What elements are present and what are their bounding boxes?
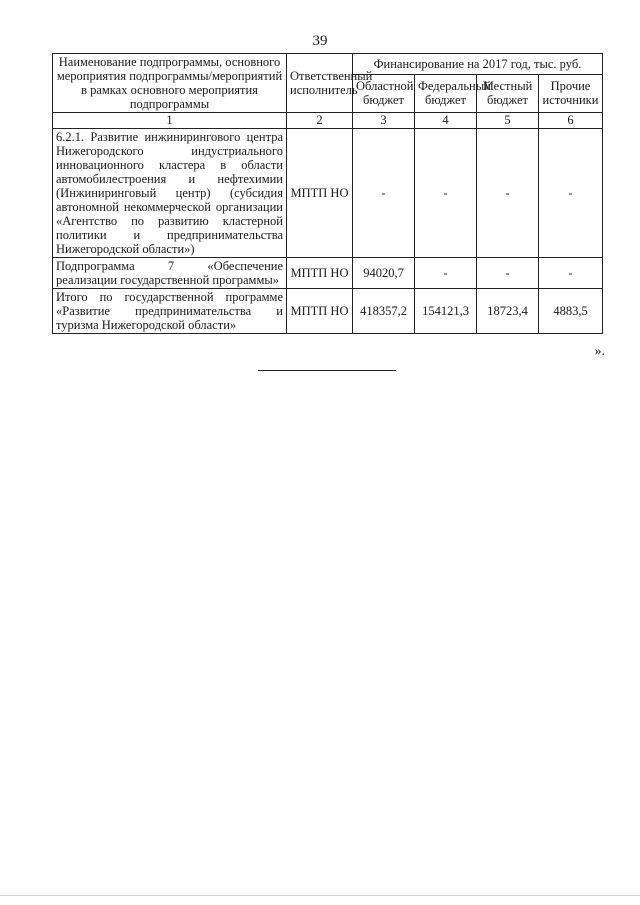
row-name: Подпрограмма 7 «Обеспечение реализации государственной программы» [53, 258, 287, 289]
row-name: 6.2.1. Развитие инжинирингового центра Нижегородского индустриального инновационного кластера в области автомобилестроения и нефтехимии (Инжиниринговый центр) (субсидия автономной некоммерческой организации «Агентство по развитию кластерной политики и предпринимательства Нижегородской области») [53, 129, 287, 258]
closing-quote-mark: ». [594, 344, 605, 359]
row-regional-value: 94020,7 [353, 258, 415, 289]
page-number: 39 [312, 33, 328, 49]
row-federal-value: - [415, 129, 477, 258]
row-federal-value: - [415, 258, 477, 289]
column-number: 5 [477, 113, 539, 129]
header-other-sources: Прочие источники [539, 74, 603, 112]
header-executor-column: Ответственный исполнитель [287, 54, 353, 113]
row-executor: МПТП НО [287, 258, 353, 289]
row-name: Итого по государственной программе «Развитие предпринимательства и туризма Нижегородской области» [53, 289, 287, 334]
table-header-row [53, 54, 603, 75]
column-number: 3 [353, 113, 415, 129]
row-regional-value: 418357,2 [353, 289, 415, 334]
header-name-column: Наименование подпрограммы, основного мероприятия подпрограммы/мероприятий в рамках основного мероприятия подпрограммы [53, 54, 287, 113]
row-executor: МПТП НО [287, 129, 353, 258]
row-federal-value: 154121,3 [415, 289, 477, 334]
column-number: 1 [53, 113, 287, 129]
header-federal-budget: Федеральный бюджет [415, 74, 477, 112]
row-executor: МПТП НО [287, 289, 353, 334]
row-other-value: 4883,5 [539, 289, 603, 334]
row-local-value: - [477, 258, 539, 289]
header-financing-group: Финансирование на 2017 год, тыс. руб. [353, 54, 603, 75]
financing-table [52, 53, 603, 334]
table-row [53, 129, 603, 258]
row-regional-value: - [353, 129, 415, 258]
end-divider [258, 370, 396, 371]
column-number: 4 [415, 113, 477, 129]
scan-edge-line [0, 895, 640, 896]
column-number-row [53, 113, 603, 129]
column-number: 2 [287, 113, 353, 129]
row-local-value: - [477, 129, 539, 258]
table-row [53, 258, 603, 289]
row-other-value: - [539, 129, 603, 258]
header-local-budget: Местный бюджет [477, 74, 539, 112]
row-local-value: 18723,4 [477, 289, 539, 334]
header-regional-budget: Областной бюджет [353, 74, 415, 112]
column-number: 6 [539, 113, 603, 129]
row-other-value: - [539, 258, 603, 289]
table-row-total [53, 289, 603, 334]
